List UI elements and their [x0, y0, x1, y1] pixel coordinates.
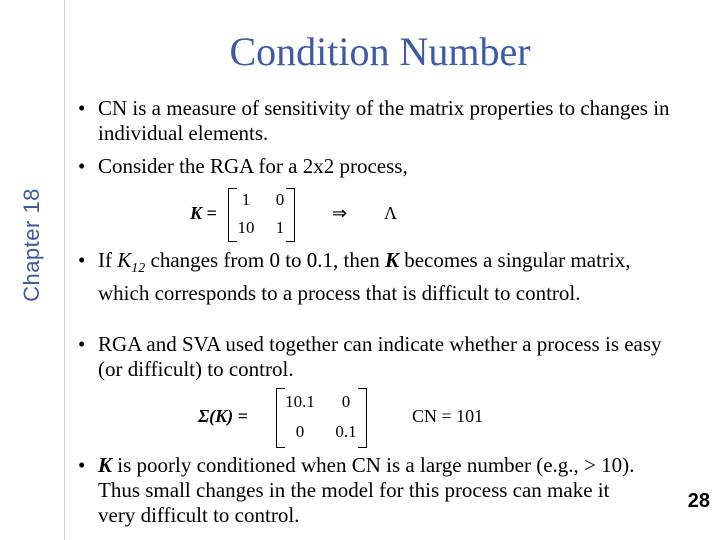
matrix-cell: 0.1 — [335, 422, 357, 441]
matrix-cell: 0 — [341, 392, 351, 411]
equation-lhs: Σ(K) = — [198, 406, 248, 426]
bullet-item — [78, 154, 678, 179]
bullet-text: RGA and SVA used together can indicate whether a process is easy (or difficult) to control. — [98, 332, 662, 381]
bullet-item — [78, 453, 638, 528]
bullet-text: CN is a measure of sensitivity of the matrix properties to changes in individual elements. — [98, 96, 670, 145]
bullet-dot-icon: • — [78, 453, 86, 477]
matrix-cell: 1 — [275, 218, 285, 237]
implies-arrow-icon: ⇒ — [332, 203, 348, 223]
bullet-text: K is poorly conditioned when CN is a large number (e.g., > 10). Thus small changes in the model for this process can make it very difficult to control. — [98, 453, 635, 527]
bullet-item — [78, 96, 678, 146]
equation-lhs: K = — [190, 203, 217, 223]
matrix-right-bracket — [286, 188, 295, 242]
bullet-item — [78, 248, 678, 306]
matrix-cell: 1 — [241, 190, 251, 209]
bullet-dot-icon: • — [78, 248, 86, 272]
matrix-cell: 0 — [275, 190, 285, 209]
rga-lambda-symbol: Λ — [384, 203, 398, 223]
bullet-dot-icon: • — [78, 154, 86, 178]
matrix-cell: 10.1 — [285, 392, 315, 411]
chapter-sidebar — [0, 0, 65, 540]
page-number: 28 — [687, 490, 710, 512]
condition-number-value: CN = 101 — [412, 406, 484, 426]
chapter-label: Chapter 18 — [19, 188, 44, 302]
bullet-dot-icon: • — [78, 332, 86, 356]
slide-title: Condition Number — [229, 29, 531, 74]
bullet-text: If $K_{12}$ changes from 0 to 0.1, then K becomes a singular matrix, which corresponds to a process that is difficult to control. — [98, 248, 631, 306]
bullet-text: Consider the RGA for a 2x2 process, — [98, 154, 408, 178]
matrix-cell: 10 — [237, 218, 255, 237]
bullet-dot-icon: • — [78, 96, 86, 120]
matrix-right-bracket — [358, 388, 367, 448]
bullet-item — [78, 332, 678, 382]
matrix-cell: 0 — [295, 422, 305, 441]
